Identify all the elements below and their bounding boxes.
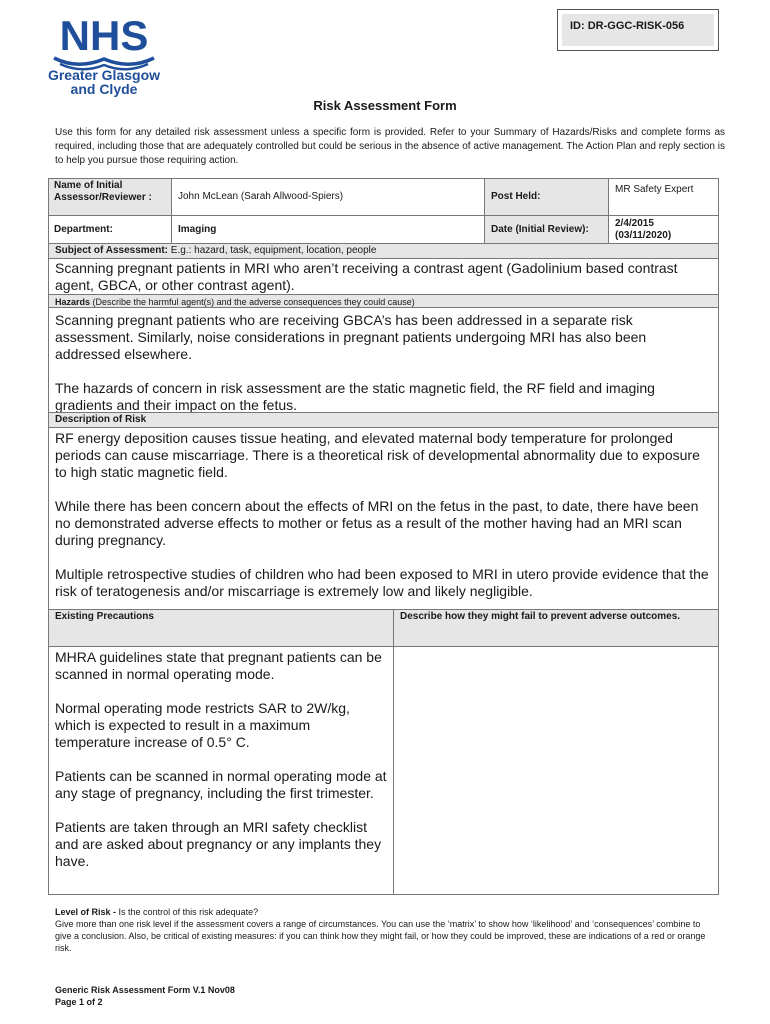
hazards-paragraph-1: Scanning pregnant patients who are receiving GBCA’s has been addressed in a separate risk assessment. Similarly, noise considerations in pregnant patients undergoing MRI has also been addressed elsewhere. xyxy=(55,312,647,362)
department-value: Imaging xyxy=(172,216,485,243)
assessor-label: Name of Initial Assessor/Reviewer : xyxy=(49,179,172,215)
level-of-risk-question-text: Is the control of this risk adequate? xyxy=(118,907,259,917)
date-label: Date (Initial Review): xyxy=(485,216,609,243)
assessment-table xyxy=(48,178,719,414)
risk-table xyxy=(48,412,719,610)
logo-line-1: Greater Glasgow xyxy=(47,67,161,83)
subject-label: Subject of Assessment: xyxy=(55,245,168,256)
document-id: ID: DR-GGC-RISK-056 xyxy=(562,14,714,46)
department-label: Department: xyxy=(49,216,172,243)
risk-header: Description of Risk xyxy=(49,413,718,428)
subject-text: Scanning pregnant patients in MRI who aren’t receiving a contrast agent (Gadolinium based contrast agent, GBCA, or other contrast agent). xyxy=(55,260,678,293)
assessor-row xyxy=(49,179,718,216)
level-of-risk-question xyxy=(55,906,715,918)
precautions-header-row xyxy=(49,610,718,647)
hazards-header xyxy=(49,294,718,308)
precaution-4: Patients are taken through an MRI safety checklist and are asked about pregnancy or any implants they have. xyxy=(55,819,382,869)
risk-paragraph-2: While there has been concern about the effects of MRI on the fetus in the past, to date, there have been no demonstrated adverse effects to mother or fetus as a result of the mother having had an MRI scan during pregnancy. xyxy=(55,498,699,548)
risk-paragraph-3: Multiple retrospective studies of children who had been exposed to MRI in utero provide evidence that the risk of teratogenesis and/or miscarriage is extremely low and likely negligible. xyxy=(55,566,709,599)
level-of-risk-text: Give more than one risk level if the assessment covers a range of circumstances. You can use the ‘matrix’ to show how ‘likelihood’ and ‘consequences’ combine to give a conclusion. Also, be critical of existing measures: if you can think how they might fail, or how they could be improved, these are indications of a red or orange risk. xyxy=(55,919,706,953)
failure-description-cell xyxy=(394,647,719,894)
post-held-label: Post Held: xyxy=(485,179,609,215)
intro-text: Use this form for any detailed risk assessment unless a specific form is provided. Refer to your Summary of Hazards/Risks and complete forms as required, including those that are adequately controlled but could be serious in the absence of active management. The Action Plan and reply section is to help you pursue those requiring action. xyxy=(55,127,725,166)
form-version: Generic Risk Assessment Form V.1 Nov08 xyxy=(55,985,235,995)
risk-text xyxy=(49,428,718,609)
date-value-cell xyxy=(609,216,719,243)
assessor-value: John McLean (Sarah Allwood-Spiers) xyxy=(172,179,485,215)
date-value: 2/4/2015 xyxy=(615,218,654,229)
precaution-3: Patients can be scanned in normal operating mode at any stage of pregnancy, including the first trimester. xyxy=(55,768,387,801)
nhs-logo-mark xyxy=(40,12,168,74)
nhs-logo xyxy=(40,12,168,98)
subject-header xyxy=(49,244,718,259)
subject-hint: E.g.: hazard, task, equipment, location, people xyxy=(170,245,377,256)
document-id-box xyxy=(557,9,719,51)
precaution-1: MHRA guidelines state that pregnant patients can be scanned in normal operating mode. xyxy=(55,649,382,682)
post-held-value: MR Safety Expert xyxy=(615,184,694,195)
hazards-text xyxy=(49,309,718,413)
precautions-text xyxy=(49,647,394,894)
level-of-risk-label: Level of Risk - xyxy=(55,907,117,917)
precautions-left-header: Existing Precautions xyxy=(49,610,394,646)
hazards-label: Hazards xyxy=(55,297,91,307)
nhs-logo-wordmark: NHS xyxy=(59,12,149,59)
precaution-2: Normal operating mode restricts SAR to 2W/kg, which is expected to result in a maximum temperature increase of 0.5° C. xyxy=(55,700,350,750)
precautions-right-header: Describe how they might fail to prevent adverse outcomes. xyxy=(400,611,681,622)
form-title: Risk Assessment Form xyxy=(313,98,457,113)
precautions-table xyxy=(48,609,719,895)
hazards-paragraph-2: The hazards of concern in risk assessment are the static magnetic field, the RF field and imaging gradients and their impact on the fetus. xyxy=(55,380,655,413)
page-number: Page 1 of 2 xyxy=(55,997,103,1007)
risk-paragraph-1: RF energy deposition causes tissue heating, and elevated maternal body temperature for prolonged periods can cause miscarriage. There is a theoretical risk of developmental abnormality due to exposure to high static magnetic field. xyxy=(55,430,700,480)
logo-line-2: and Clyde xyxy=(70,81,138,97)
hazards-hint: (Describe the harmful agent(s) and the adverse consequences they could cause) xyxy=(92,297,415,307)
date-review: (03/11/2020) xyxy=(615,230,672,241)
department-row xyxy=(49,216,718,244)
